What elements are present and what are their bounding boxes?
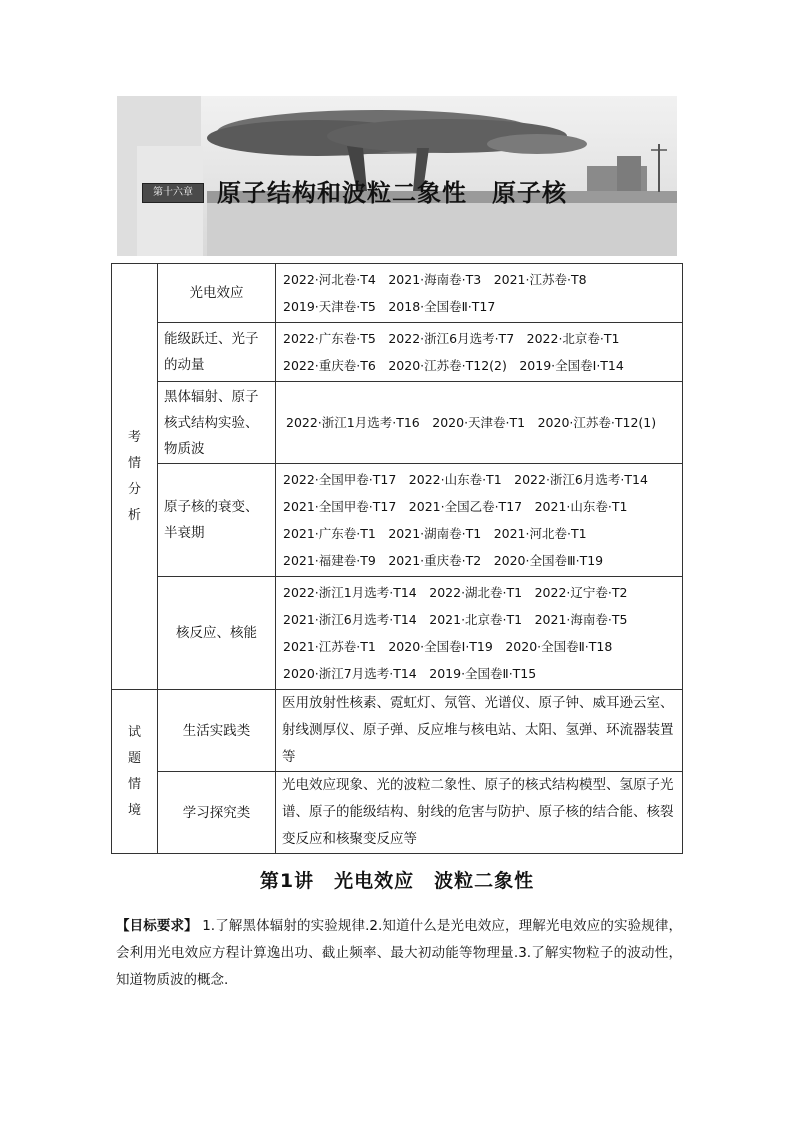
scene-cell: 光电效应现象、光的波粒二象性、原子的核式结构模型、氢原子光谱、原子的能级结构、射线的危害与防护、原子核的结合能、核裂变反应和核聚变反应等: [276, 772, 683, 854]
ref-line: 2022·浙江1月选考·T14 2022·湖北卷·T1 2022·辽宁卷·T2: [283, 585, 628, 600]
objectives-text: 1.了解黑体辐射的实验规律.2.知道什么是光电效应，理解光电效应的实验规律，会利用光电效应方程计算逸出功、截止频率、最大初动能等物理量.3.了解实物粒子的波动性，知道物质波的概念.: [116, 918, 683, 988]
chapter-tag: 第十六章: [142, 183, 204, 203]
refs-cell: [276, 264, 683, 323]
table-row: [112, 323, 683, 382]
ref-line: 2021·浙江6月选考·T14 2021·北京卷·T1 2021·海南卷·T5: [283, 612, 628, 627]
chapter-title: 原子结构和波粒二象性 原子核: [217, 179, 567, 207]
scene-cell: 医用放射性核素、霓虹灯、氖管、光谱仪、原子钟、威耳逊云室、射线测厚仪、原子弹、反应堆与核电站、太阳、氢弹、环流器装置等: [276, 690, 683, 772]
table-row: [112, 464, 683, 577]
section-label-analysis: 考情分析: [112, 264, 158, 690]
refs-cell: [276, 464, 683, 577]
ref-line: 2019·天津卷·T5 2018·全国卷Ⅱ·T17: [283, 299, 496, 314]
topic-cell: 生活实践类: [158, 690, 276, 772]
refs-cell: [276, 577, 683, 690]
topic-cell: 能级跃迁、光子的动量: [158, 323, 276, 382]
topic-cell: 原子核的衰变、半衰期: [158, 464, 276, 577]
ref-line: 2021·江苏卷·T1 2020·全国卷Ⅰ·T19 2020·全国卷Ⅱ·T18: [283, 639, 613, 654]
objectives-paragraph: [116, 913, 682, 994]
topic-cell: 黑体辐射、原子核式结构实验、物质波: [158, 382, 276, 464]
topic-cell: 核反应、核能: [158, 577, 276, 690]
table-row: [112, 577, 683, 690]
table-row: [112, 264, 683, 323]
table-row: [112, 772, 683, 854]
ref-line: 2021·福建卷·T9 2021·重庆卷·T2 2020·全国卷Ⅲ·T19: [283, 553, 604, 568]
refs-cell: [276, 382, 683, 464]
section-label-context: 试题情境: [112, 690, 158, 854]
ref-line: 2022·河北卷·T4 2021·海南卷·T3 2021·江苏卷·T8: [283, 272, 587, 287]
ref-line: 2020·浙江7月选考·T14 2019·全国卷Ⅱ·T15: [283, 666, 537, 681]
ref-line: 2022·浙江1月选考·T16 2020·天津卷·T1 2020·江苏卷·T12(1): [286, 415, 657, 430]
lesson-title: 第1讲 光电效应 波粒二象性: [259, 870, 535, 892]
ref-line: 2021·广东卷·T1 2021·湖南卷·T1 2021·河北卷·T1: [283, 526, 587, 541]
topic-cell: 光电效应: [158, 264, 276, 323]
ref-line: 2022·重庆卷·T6 2020·江苏卷·T12(2) 2019·全国卷Ⅰ·T14: [283, 358, 624, 373]
ref-line: 2022·全国甲卷·T17 2022·山东卷·T1 2022·浙江6月选考·T14: [283, 472, 648, 487]
objectives-label: 【目标要求】: [116, 918, 198, 934]
exam-analysis-table: [111, 263, 683, 854]
topic-cell: 学习探究类: [158, 772, 276, 854]
ref-line: 2022·广东卷·T5 2022·浙江6月选考·T7 2022·北京卷·T1: [283, 331, 620, 346]
ref-line: 2021·全国甲卷·T17 2021·全国乙卷·T17 2021·山东卷·T1: [283, 499, 628, 514]
table-row: [112, 690, 683, 772]
refs-cell: [276, 323, 683, 382]
table-row: [112, 382, 683, 464]
